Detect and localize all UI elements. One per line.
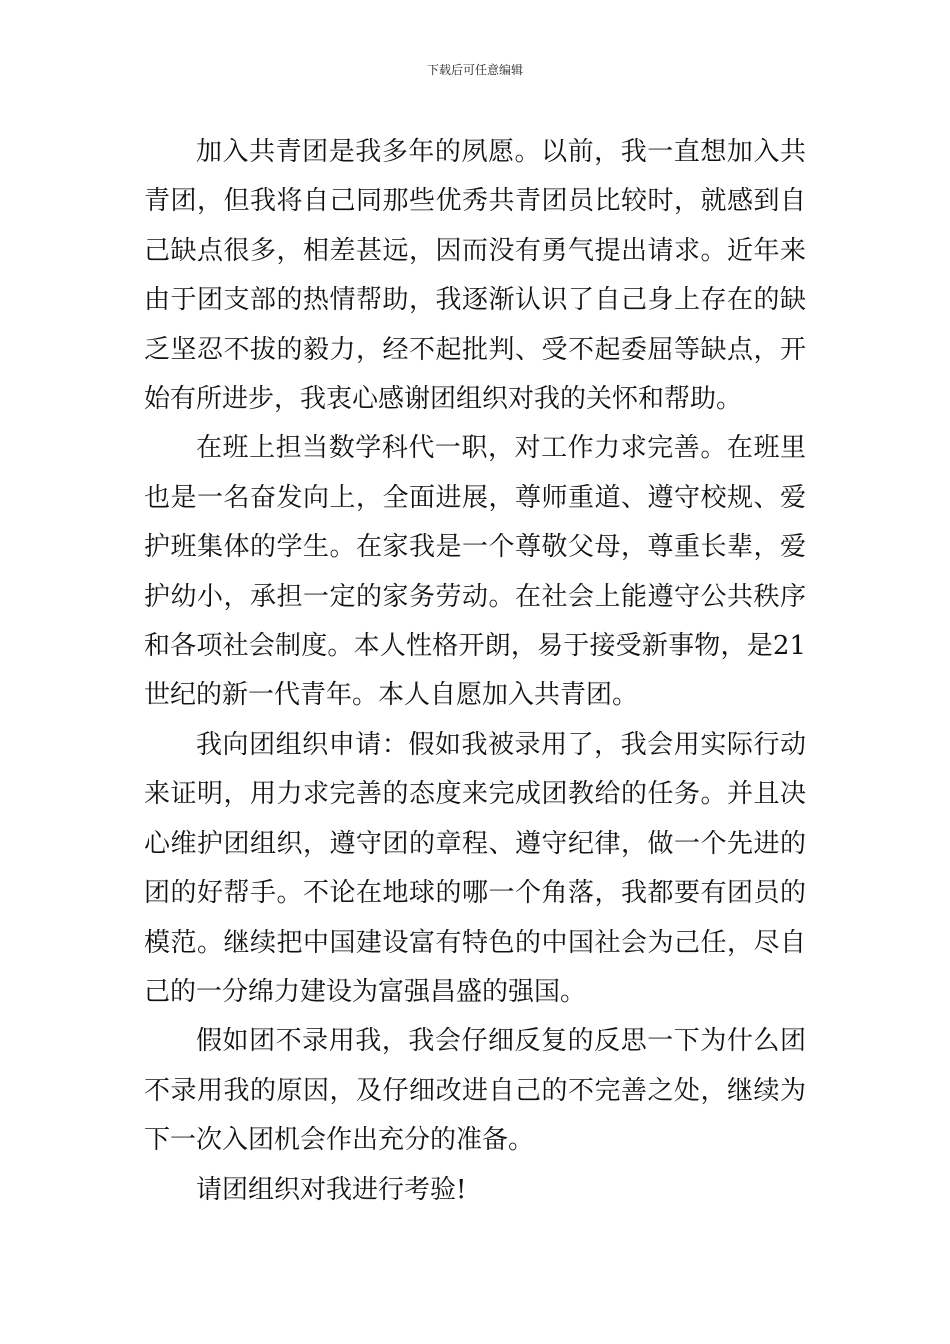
document-body [144, 128, 806, 1215]
paragraph-2: 在班上担当数学科代一职，对工作力求完善。在班里也是一名奋发向上，全面进展，尊师重道、遵守校规、爱护班集体的学生。在家我是一个尊敬父母，尊重长辈，爱护幼小，承担一定的家务劳动。在社会上能遵守公共秩序和各项社会制度。本人性格开朗，易于接受新事物，是21世纪的新一代青年。本人自愿加入共青团。 [144, 433, 806, 711]
paragraph-5: 请团组织对我进行考验! [196, 1174, 467, 1205]
paragraph-4: 假如团不录用我，我会仔细反复的反思一下为什么团不录用我的原因，及仔细改进自己的不完善之处，继续为下一次入团机会作出充分的准备。 [144, 1026, 806, 1156]
paragraph-1: 加入共青团是我多年的夙愿。以前，我一直想加入共青团，但我将自己同那些优秀共青团员比较时，就感到自己缺点很多，相差甚远，因而没有勇气提出请求。近年来由于团支部的热情帮助，我逐渐认识了自己身上存在的缺乏坚忍不拔的毅力，经不起批判、受不起委屈等缺点，开始有所进步，我衷心感谢团组织对我的关怀和帮助。 [144, 137, 806, 415]
page-header: 下载后可任意编辑 [426, 63, 523, 77]
paragraph-3: 我向团组织申请：假如我被录用了，我会用实际行动来证明，用力求完善的态度来完成团教给的任务。并且决心维护团组织，遵守团的章程、遵守纪律，做一个先进的团的好帮手。不论在地球的哪一个角落，我都要有团员的模范。继续把中国建设富有特色的中国社会为己任，尽自己的一分绵力建设为富强昌盛的强国。 [144, 729, 806, 1007]
